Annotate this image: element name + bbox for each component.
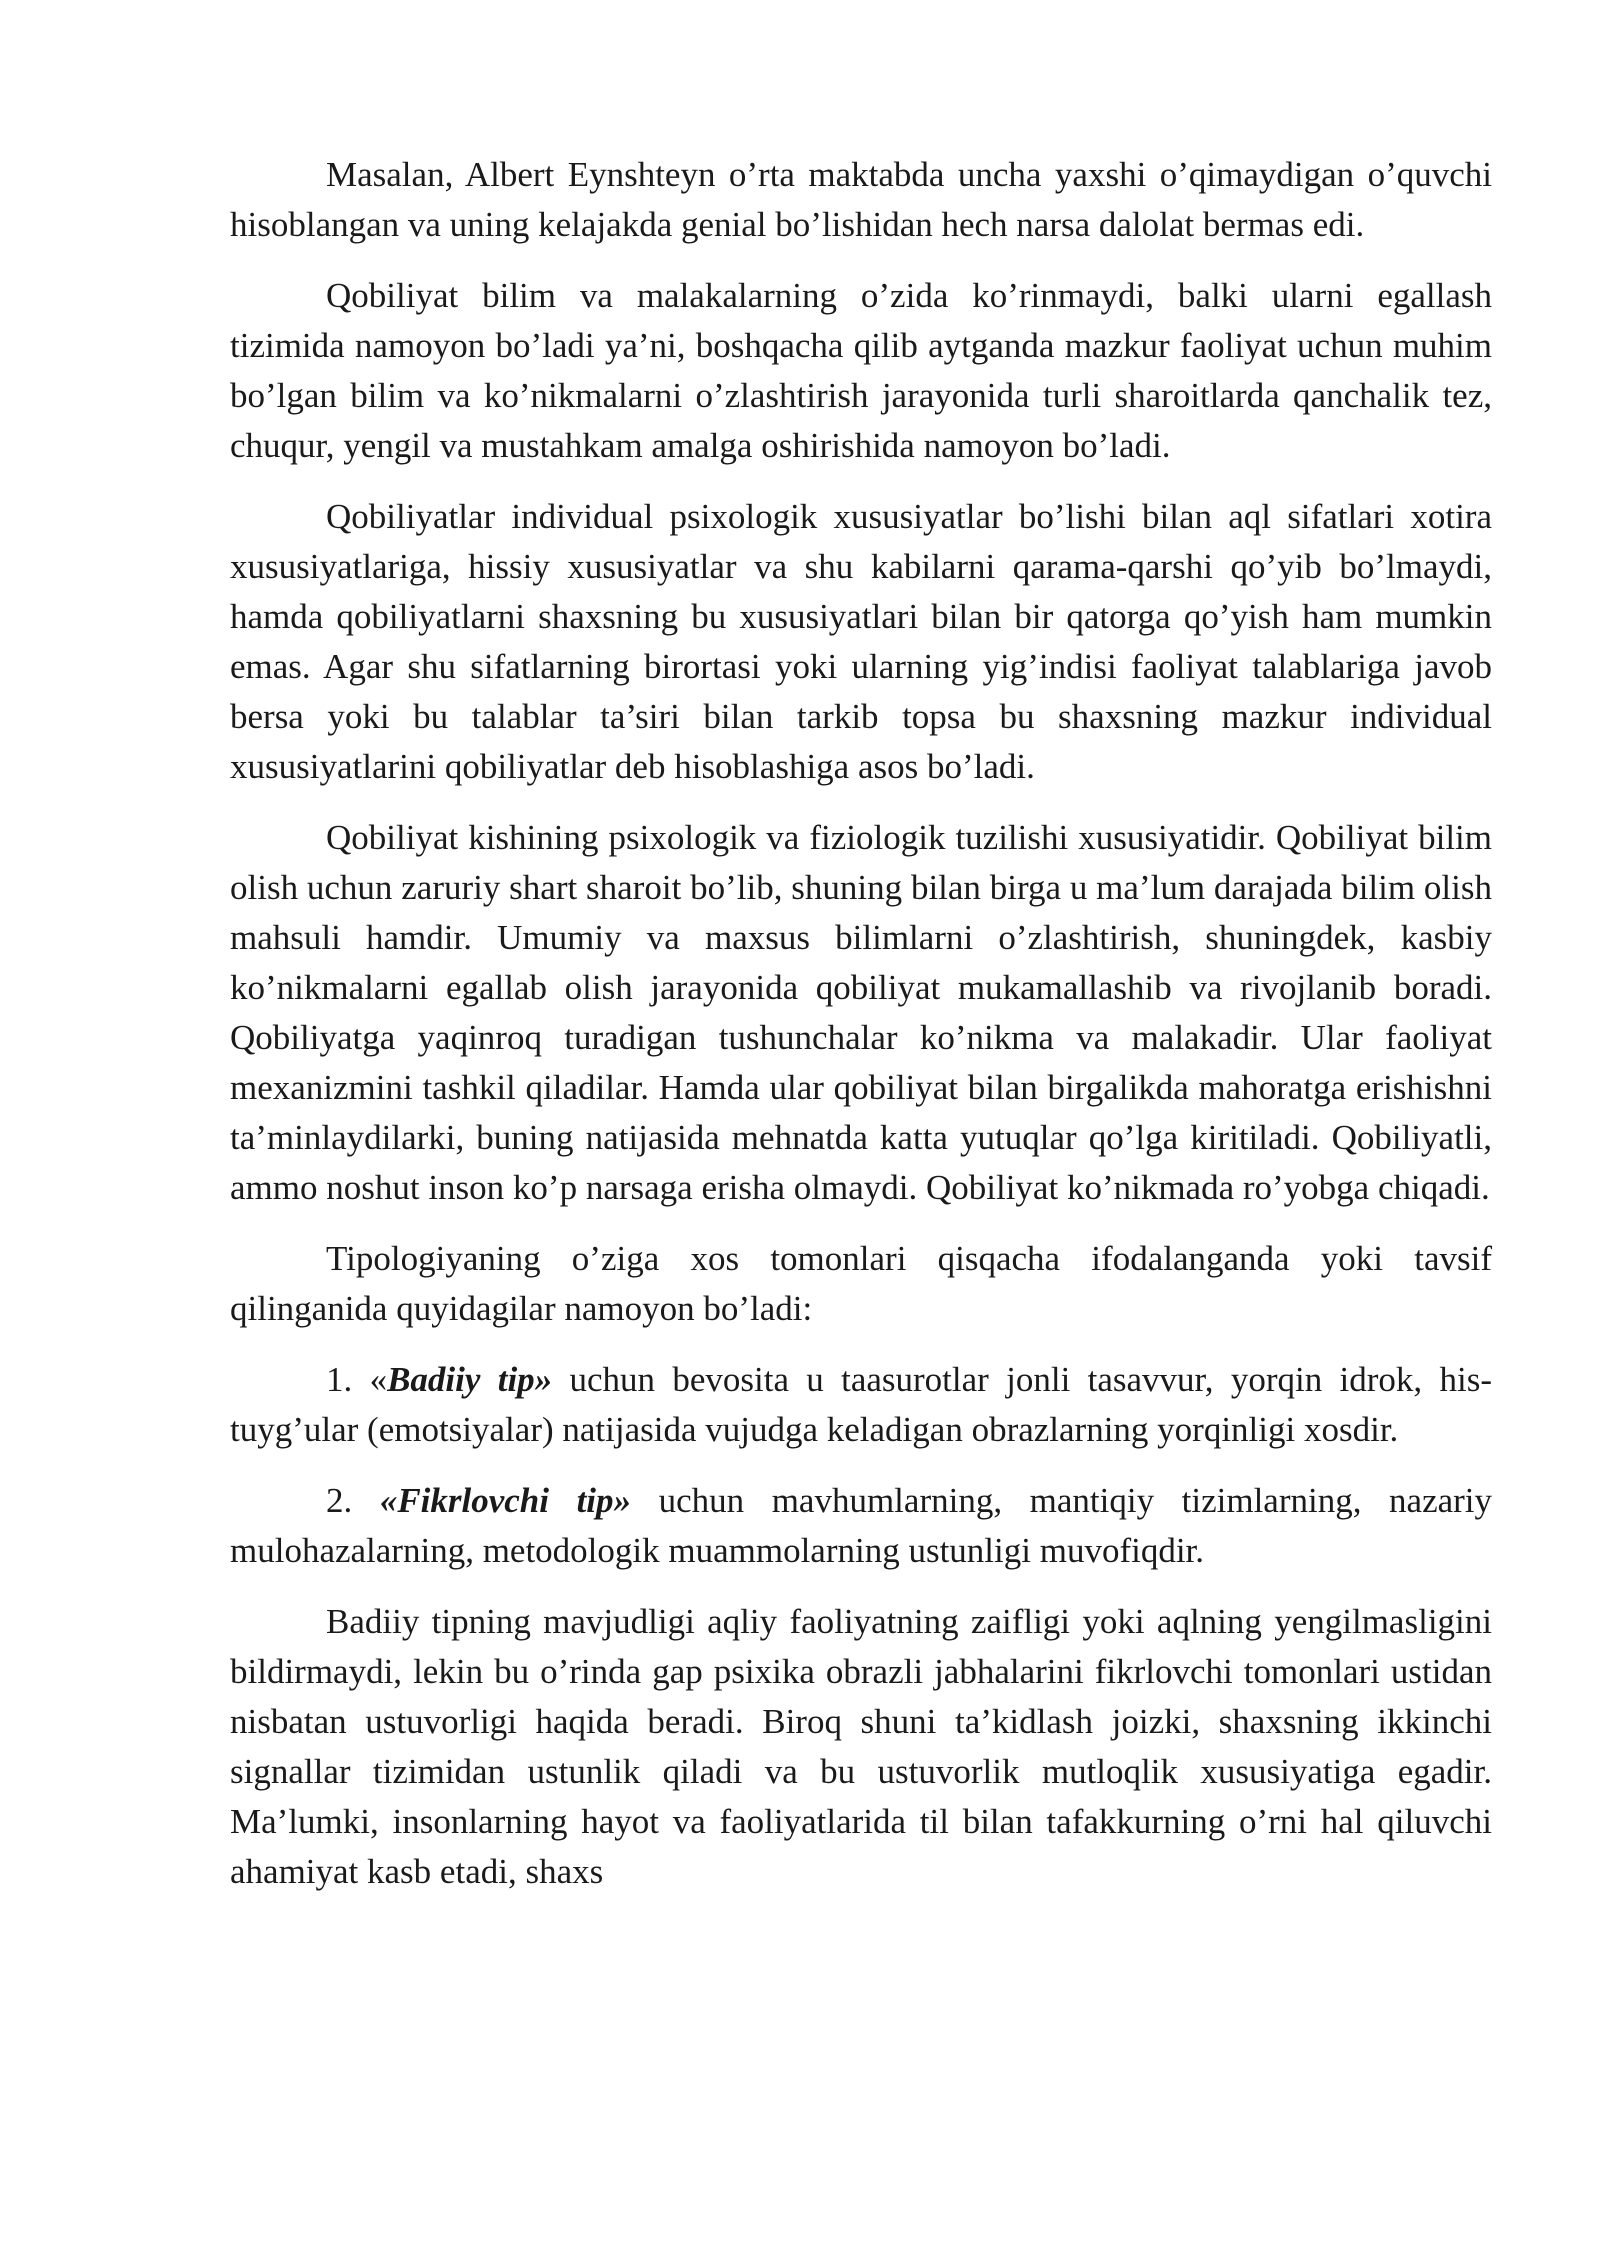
list-item-thinking-type — [230, 1476, 1492, 1576]
term-thinking-type: «Fikrlovchi tip» — [379, 1481, 632, 1520]
list-item-artistic-type — [230, 1355, 1492, 1455]
paragraph-einstein: Masalan, Albert Eynshteyn o’rta maktabda uncha yaxshi o’qimaydigan o’quvchi hisoblangan va uning kelajakda genial bo’lishidan hech narsa dalolat bermas edi. — [230, 155, 1492, 244]
paragraph-abilities-traits: Qobiliyatlar individual psixologik xususiyatlar bo’lishi bilan aql sifatlari xotira xususiyatlariga, hissiy xususiyatlar va shu kabilarni qarama-qarshi qo’yib bo’lmaydi, hamda qobiliyatlarni shaxsning bu xususiyatlari bilan bir qatorga qo’yish ham mumkin emas. Agar shu sifatlarning birortasi yoki ularning yig’indisi faoliyat talablariga javob bersa yoki bu talablar ta’siri bilan tarkib topsa bu shaxsning mazkur individual xususiyatlarini qobiliyatlar deb hisoblashiga asos bo’ladi. — [230, 497, 1492, 786]
list-item-text: uchun mavhumlarning, mantiqiy tizimlarning, nazariy mulohazalarning, metodologik muammolarning ustunligi muvofiqdir. — [230, 1481, 1493, 1570]
list-number: 1. « — [326, 1360, 388, 1399]
document-page — [230, 150, 1492, 1918]
paragraph-artistic-type-discussion: Badiiy tipning mavjudligi aqliy faoliyatning zaifligi yoki aqlning yengilmasligini bildirmaydi, lekin bu o’rinda gap psixika obrazli jabhalarini fikrlovchi tomonlari ustidan nisbatan ustuvorligi haqida beradi. Biroq shuni ta’kidlash joizki, shaxsning ikkinchi signallar tizimidan ustunlik qiladi va bu ustuvorlik mutloqlik xususiyatiga egadir. Ma’lumki, insonlarning hayot va faoliyatlarida til bilan tafakkurning o’rni hal qiluvchi ahamiyat kasb etadi, shaxs — [230, 1602, 1492, 1891]
paragraph-ability-physiology: Qobiliyat kishining psixologik va fiziologik tuzilishi xususiyatidir. Qobiliyat bilim olish uchun zaruriy shart sharoit bo’lib, shuning bilan birga u ma’lum darajada bilim olish mahsuli hamdir. Umumiy va maxsus bilimlarni o’zlashtirish, shuningdek, kasbiy ko’nikmalarni egallab olish jarayonida qobiliyat mukamallashib va rivojlanib boradi. Qobiliyatga yaqinroq turadigan tushunchalar ko’nikma va malakadir. Ular faoliyat mexanizmini tashkil qiladilar. Hamda ular qobiliyat bilan birgalikda mahoratga erishishni ta’minlaydilarki, buning natijasida mehnatda katta yutuqlar qo’lga kiritiladi. Qobiliyatli, ammo noshut inson ko’p narsaga erisha olmaydi. Qobiliyat ko’nikmada ro’yobga chiqadi. — [230, 818, 1492, 1207]
paragraph-ability-definition: Qobiliyat bilim va malakalarning o’zida ko’rinmaydi, balki ularni egallash tizimida namoyon bo’ladi ya’ni, boshqacha qilib aytganda mazkur faoliyat uchun muhim bo’lgan bilim va ko’nikmalarni o’zlashtirish jarayonida turli sharoitlarda qanchalik tez, chuqur, yengil va mustahkam amalga oshirishida namoyon bo’ladi. — [230, 276, 1492, 465]
paragraph-typology-intro: Tipologiyaning o’ziga xos tomonlari qisqacha ifodalanganda yoki tavsif qilinganida quyidagilar namoyon bo’ladi: — [230, 1239, 1492, 1328]
list-item-text: uchun bevosita u taasurotlar jonli tasavvur, yorqin idrok, his-tuyg’ular (emotsiyalar) natijasida vujudga keladigan obrazlarning yorqinligi xosdir. — [230, 1360, 1493, 1449]
term-artistic-type: Badiiy tip» — [387, 1360, 553, 1399]
list-number: 2. — [326, 1481, 380, 1520]
